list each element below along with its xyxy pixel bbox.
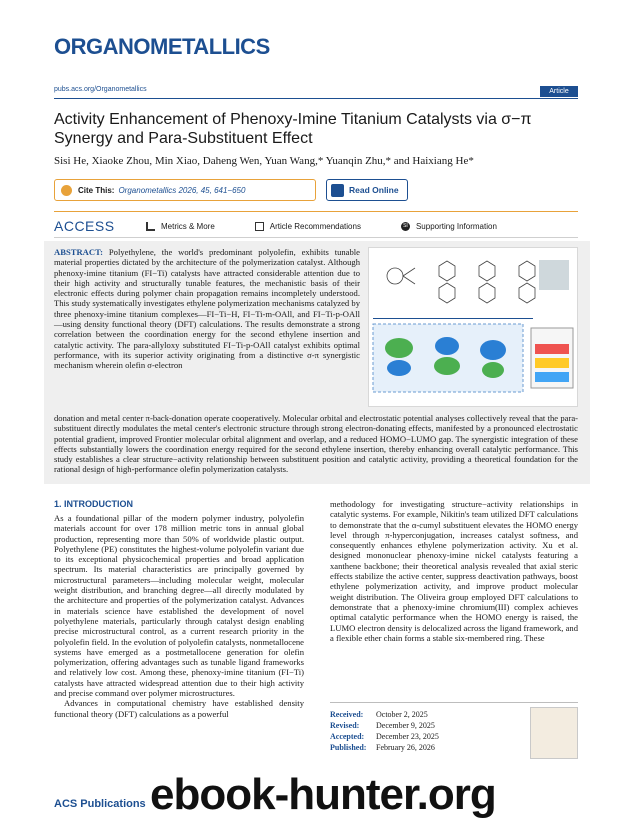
received-label: Received: [330, 710, 364, 719]
intro-paragraph-1: As a foundational pillar of the modern polymer industry, polyolefin materials account for over 178 million metric tons in annual global production, representing more than 50% of worldwide plastic output. Polyethylene (PE) constitutes the highest-volume polyolefin variant due to its exceptional physicochemical properties and broad application spectrum. Its material characteristics are principally governed by microstructural parameters—including molecular weight, molecular weight distribution, and branching degree—all directly modulated by the architecture and properties of the polymerization catalyst. Advances in materials science have established the development of novel polyethylene materials, particularly through catalyst design enabling precise microstructural control, as a current research priority in the polyolefin field. In the evolution of polyolefin catalysts, nonmetallocene systems have emerged as a postmetallocene generation for olefin polymerization, offering advantages such as tunable ligand frameworks and relatively low cost. Among these, phenoxy-imine titanium (FI−Ti) catalysts have attracted widespread attention due to their high activity and precise command over polymer microstructures. [54, 513, 304, 699]
header-divider [54, 98, 578, 99]
metrics-label: Metrics & More [161, 221, 215, 231]
intro-paragraph-3: methodology for investigating structure−activity relationships in catalytic systems. For example, Nikitin's team utilized DFT calculations to demonstrate that the α-cumyl substituent elevates the HOMO energy level through π-hyperconjugation, increases catalyst softness, and consequently enhances ethylene polymerization activity. Xu et al. designed mononuclear phenoxy-imine nickel catalysts featuring a xanthene backbone; their theoretical analysis revealed that axial steric effects stabilize the active center, suppress deactivation pathways, boost ethylene polymerization activity, and improve product molecular weight distribution. The Oliveira group employed DFT calculations to demonstrate that a phenoxy-imine chromium(III) complex achieves optimal catalytic performance when the HOMO energy is raised, the LUMO electron density is delocalized across the ligand framework, and a flexible ether chain forms a stable six-membered ring. These [330, 499, 578, 643]
supporting-info-link[interactable] [401, 222, 497, 231]
recommendations-link[interactable] [255, 222, 361, 231]
cite-label: Cite This: [78, 185, 115, 195]
abstract-label: ABSTRACT: [54, 247, 104, 257]
journal-url-link[interactable]: pubs.acs.org/Organometallics [54, 86, 147, 93]
abstract-text-top [54, 247, 360, 371]
introduction-heading: 1. INTRODUCTION [54, 499, 134, 509]
revised-label: Revised: [330, 721, 360, 730]
cite-this-box[interactable] [54, 179, 316, 201]
toc-graphic[interactable] [368, 247, 578, 407]
read-online-icon [331, 184, 344, 197]
recommendations-label: Article Recommendations [269, 221, 361, 231]
access-label: ACCESS [54, 218, 115, 234]
read-online-button[interactable] [326, 179, 408, 201]
cite-icon [61, 185, 72, 196]
access-bottom-rule [54, 237, 578, 238]
si-icon: SI [401, 222, 410, 231]
toc-graphic-illustration [369, 248, 577, 406]
dates-list [330, 709, 439, 753]
accepted-date: December 23, 2025 [376, 732, 439, 741]
received-date: October 2, 2025 [376, 710, 428, 719]
revised-date: December 9, 2025 [376, 721, 435, 730]
published-date: February 26, 2026 [376, 743, 435, 752]
intro-left-column [54, 513, 304, 719]
journal-logo: ORGANOMETALLICS [54, 34, 270, 59]
document-list-icon [255, 222, 264, 231]
publication-dates [330, 702, 578, 758]
abstract-part1: Polyethylene, the world's predominant polyolefin, exhibits tunable material properties dictated by the architecture of the polymerization catalyst. Although phenoxy-imine titanium (FI−Ti) catalysts have attracted considerable attention due to their high activity and structurally tunable features, the mechanistic basis of their electronic effects during polymer chain propagation remains incompletely understood. This study systematically investigates ethylene polymerization mechanisms catalyzed by three phenoxy-imine titanium complexes—FI−Ti−H, FI−Ti-m-OAll, and FI−Ti-p-OAll—using density functional theory (DFT) calculations. The results demonstrate a strong correlation between the coordination energy for the second ethylene insertion and catalytic activity. The para-allyloxy substituted FI−Ti-p-OAll catalyst exhibits optimal performance, with its superior activity originating from a distinctive σ-π synergistic mechanism wherein olefin σ-electron [54, 247, 360, 371]
intro-paragraph-2: Advances in computational chemistry have established density functional theory (DFT) calculations as a powerful [54, 698, 304, 719]
access-toolbar [54, 215, 578, 237]
abstract-text-bottom: donation and metal center π-back-donation operate cooperatively. Molecular orbital and electrostatic potential analyses collectively reveal that the para-substituent directly modulates the metal center's electronic structure through strong electron-donating effects, manifested by a pronounced electrostatic potential gradient, improved Frontier molecular orbital alignment and overlap, and a reduced HOMO−LUMO gap. The synergistic integration of these effects substantially lowers the coordination energy required for the second ethylene insertion, thereby enhancing overall catalytic performance. This study establishes a clear structure−activity relationship between substituent position and catalytic activity, providing a theoretical foundation for the rational design of high-performance olefin polymerization catalysts. [54, 413, 578, 475]
metrics-link[interactable] [146, 222, 215, 231]
published-label: Published: [330, 743, 367, 752]
acs-publications-logo[interactable]: ACS Publications [54, 798, 146, 810]
access-divider [54, 211, 578, 212]
read-online-label: Read Online [349, 185, 399, 195]
author-list[interactable]: Sisi He, Xiaoke Zhou, Min Xiao, Daheng Wen, Yuan Wang,* Yuanqin Zhu,* and Haixiang He* [54, 155, 474, 167]
bar-chart-icon [146, 222, 155, 231]
accepted-label: Accepted: [330, 732, 365, 741]
article-title: Activity Enhancement of Phenoxy-Imine Titanium Catalysts via σ−π Synergy and Para-Substituent Effect [54, 111, 532, 147]
journal-cover-thumbnail[interactable] [530, 707, 578, 759]
citation-reference[interactable]: Organometallics 2026, 45, 641−650 [118, 185, 246, 195]
article-type-badge: Article [540, 86, 578, 97]
supporting-info-label: Supporting Information [415, 221, 497, 231]
watermark: ebook-hunter.org [150, 770, 496, 819]
intro-right-column [330, 499, 578, 643]
